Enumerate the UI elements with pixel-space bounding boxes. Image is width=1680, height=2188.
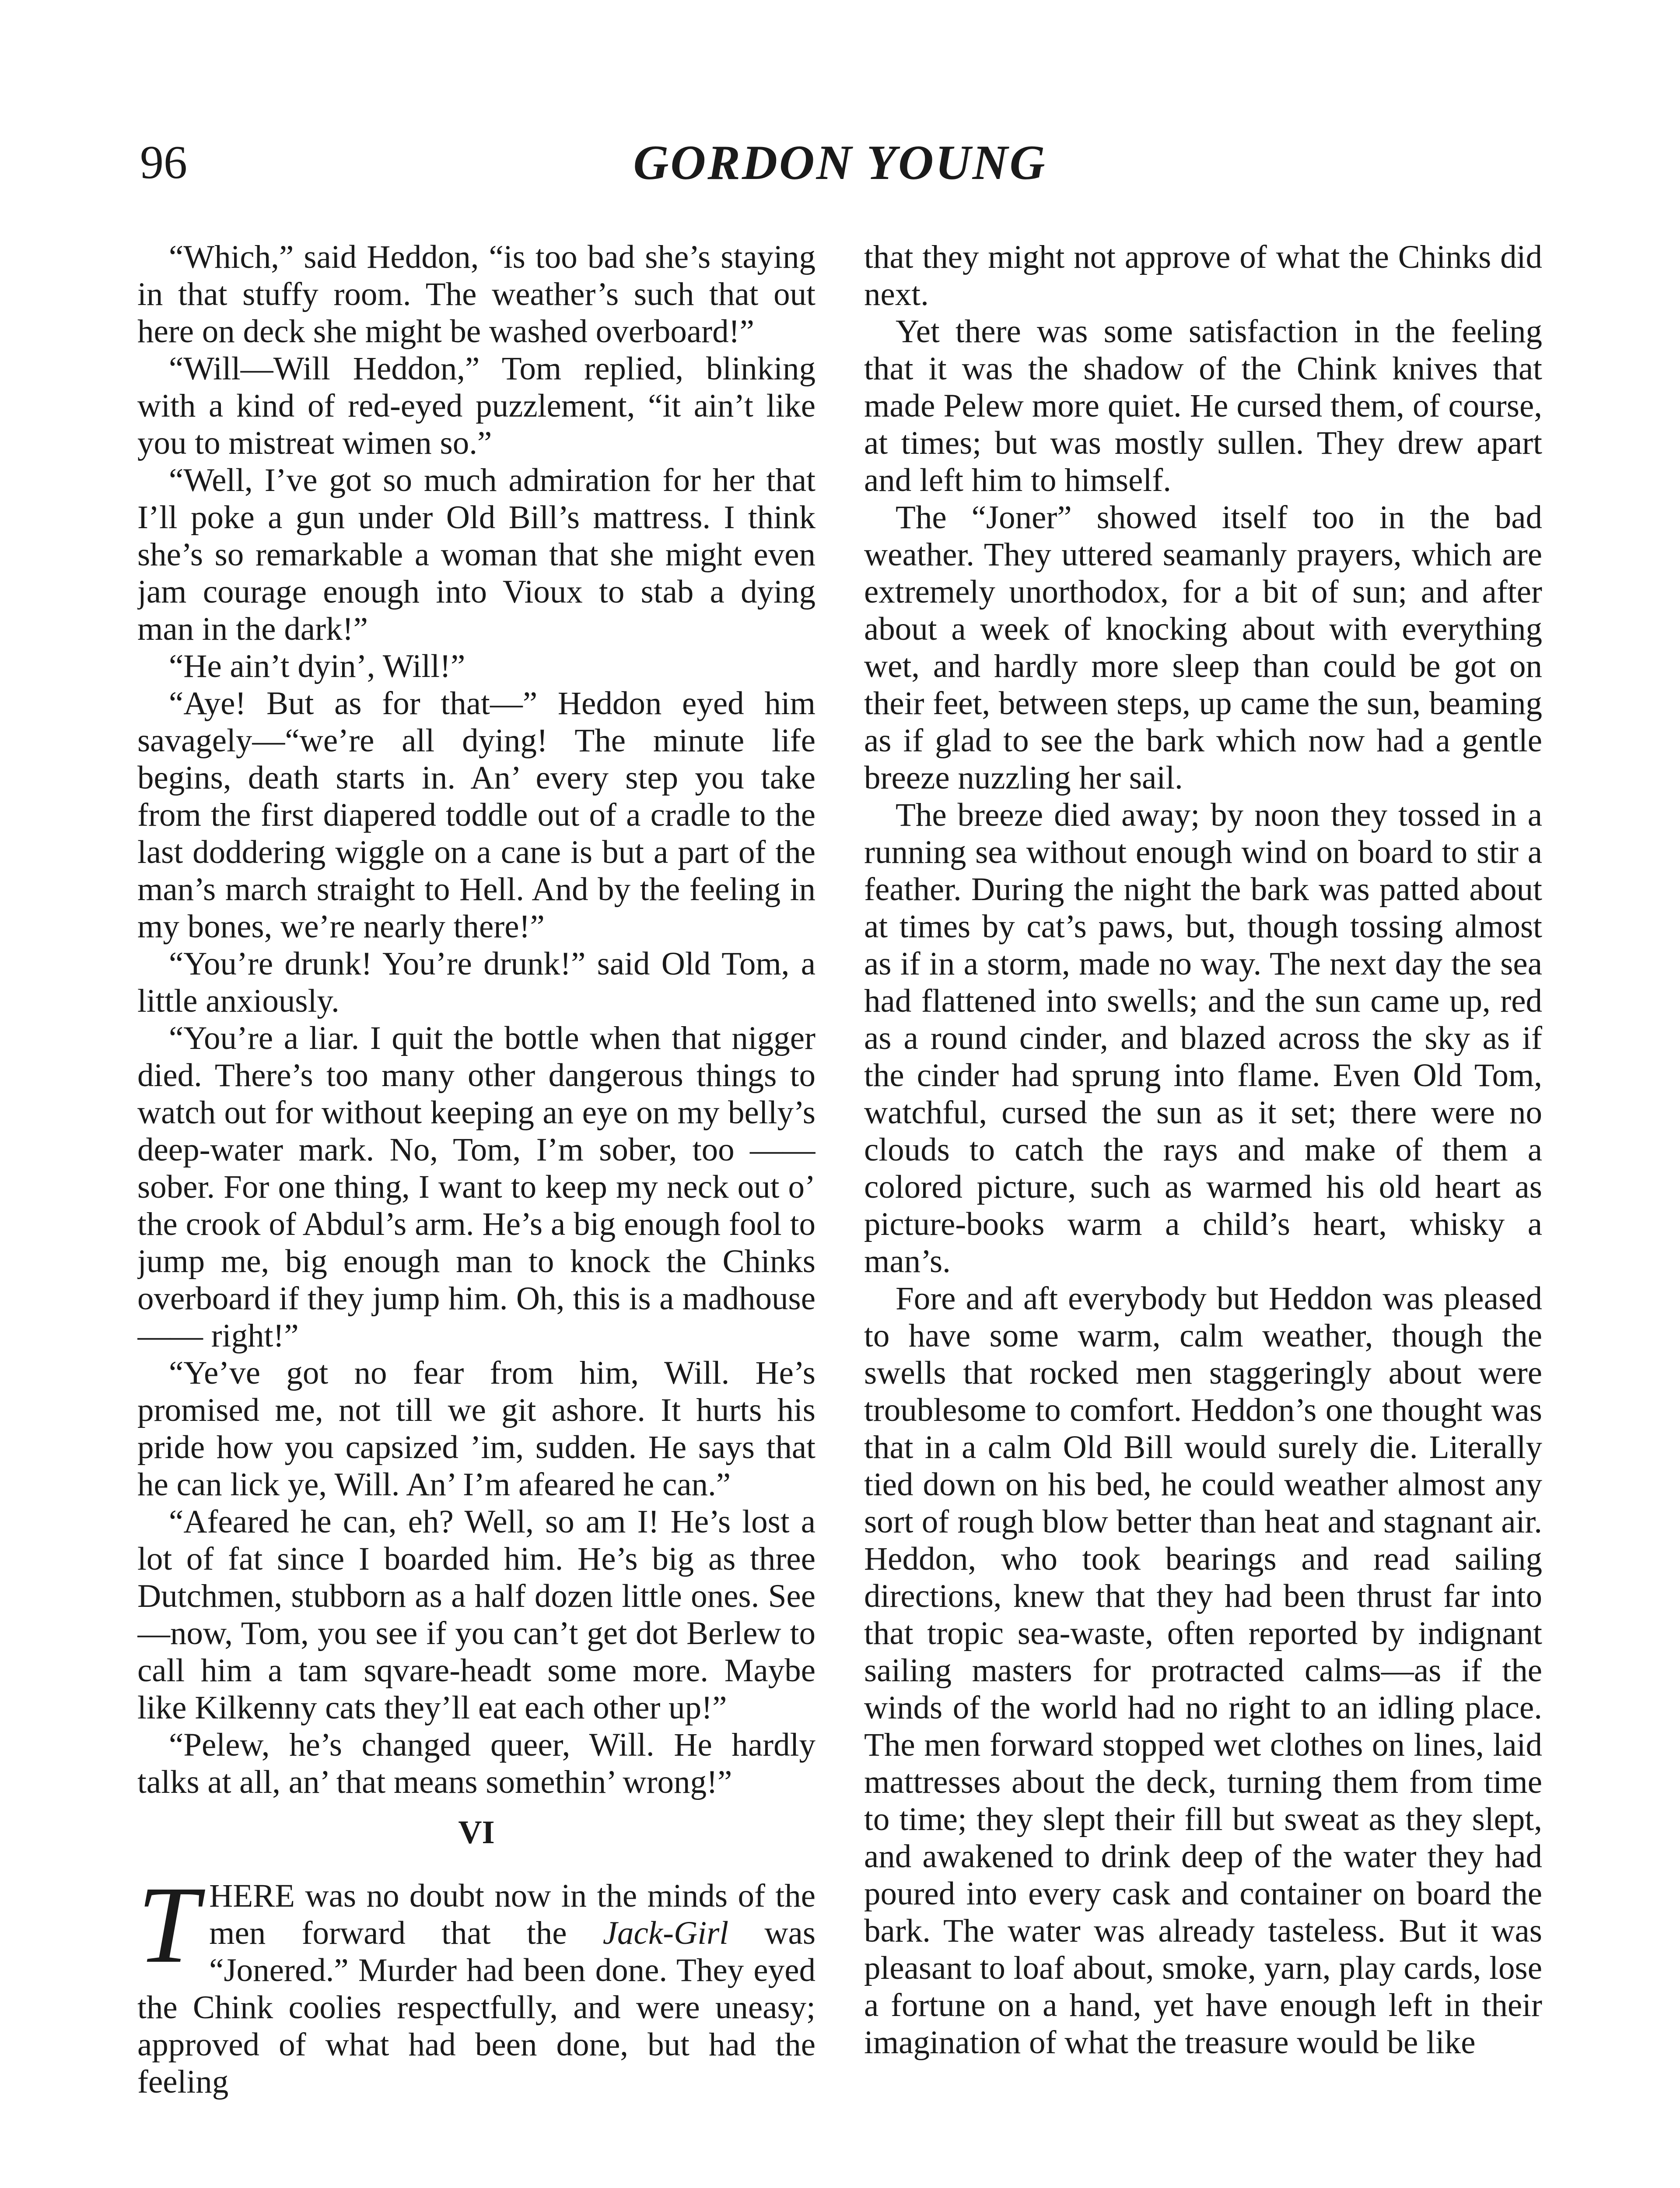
page-number: 96 (140, 137, 187, 189)
section-opening-paragraph (137, 1863, 816, 2100)
paragraph: “Afeared he can, eh? Well, so am I! He’s lost a lot of fat since I boarded him. He’s big as three Dutchmen, stubborn as a half dozen little ones. See—now, Tom, you see if you can’t get dot Berlew to call him a tam sqvare-headt some more. Maybe like Kilkenny cats they’ll eat each other up!” (137, 1504, 816, 1726)
paragraph: “Which,” said Heddon, “is too bad she’s staying in that stuffy room. The weather’s such that out here on deck she might be washed overboard!” (137, 239, 816, 350)
left-column (137, 238, 816, 2188)
running-head: GORDON YOUNG (633, 136, 1047, 190)
paragraph: “Well, I’ve got so much admiration for her that I’ll poke a gun under Old Bill’s mattress. I think she’s so remarkable a woman that she might even jam courage enough into Vioux to stab a dying man in the dark!” (137, 462, 816, 647)
section-heading: VI (458, 1814, 495, 1851)
section-opening-text: HERE was no doubt now in the minds of the men forward that the (209, 1878, 816, 1951)
section-opening-rest: was “Jonered.” Murder had been done. They eyed the Chink coolies respectfully, and were uneasy; approved of what had been done, but had the feeling (137, 1915, 816, 2100)
paragraph: “He ain’t dyin’, Will!” (169, 648, 466, 684)
paragraph: “You’re a liar. I quit the bottle when that nigger died. There’s too many other dangerous things to watch out for without keeping an eye on my belly’s deep-water mark. No, Tom, I’m sober, too —— sober. For one thing, I want to keep my neck out o’ the crook of Abdul’s arm. He’s a big enough fool to jump me, big enough man to knock the Chinks overboard if they jump him. Oh, this is a madhouse —— right!” (137, 1020, 816, 1354)
paragraph: “You’re drunk! You’re drunk!” said Old Tom, a little anxiously. (137, 946, 816, 1019)
paragraph: “Will—Will Heddon,” Tom replied, blinking with a kind of red-eyed puzzlement, “it ain’t like you to mistreat wimen so.” (137, 351, 816, 461)
ship-name: Jack-Girl (602, 1915, 729, 1951)
paragraph: “Aye! But as for that—” Heddon eyed him savagely—“we’re all dying! The minute life begins, death starts in. An’ every step you take from the first diapered toddle out of a cradle to the last doddering wiggle on a cane is but a part of the man’s march straight to Hell. And by the feeling in my bones, we’re nearly there!” (137, 685, 816, 945)
paragraph: Yet there was some satisfaction in the feeling that it was the shadow of the Chink knives that made Pelew more quiet. He cursed them, of course, at times; but was mostly sullen. They drew apart and left him to himself. (864, 313, 1542, 498)
paragraph: “Ye’ve got no fear from him, Will. He’s promised me, not till we git ashore. It hurts his pride how you capsized ’im, sudden. He says that he can lick ye, Will. An’ I’m afeared he can.” (137, 1355, 816, 1503)
paragraph: Fore and aft everybody but Heddon was pleased to have some warm, calm weather, though the swells that rocked men staggeringly about were troublesome to comfort. Heddon’s one thought was that in a calm Old Bill would surely die. Literally tied down on his bed, he could weather almost any sort of rough blow better than heat and stagnant air. Heddon, who took bearings and read sailing directions, knew that they had been thrust far into that tropic sea-waste, often reported by indignant sailing masters for protracted calms—as if the winds of the world had no right to an idling place. The men forward stopped wet clothes on lines, laid mattresses about the deck, turning them from time to time; they slept their fill but sweat as they slept, and awakened to drink deep of the water they had poured into every cask and container on board the bark. The water was already tasteless. But it was pleasant to loaf about, smoke, yarn, play cards, lose a fortune on a hand, yet have enough left in their imagination of what the treasure would be like (864, 1280, 1542, 2061)
paragraph: The “Joner” showed itself too in the bad weather. They uttered seamanly prayers, which are extremely unorthodox, for a bit of sun; and after about a week of knocking about with everything wet, and hardly more sleep than could be got on their feet, between steps, up came the sun, beaming as if glad to see the bark which now had a gentle breeze nuzzling her sail. (864, 499, 1542, 796)
paragraph-continuation: that they might not approve of what the Chinks did next. (864, 239, 1542, 312)
paragraph: The breeze died away; by noon they tossed in a running sea without enough wind on board to stir a feather. During the night the bark was patted about at times by cat’s paws, but, though tossing almost as if in a storm, made no way. The next day the sea had flattened into swells; and the sun came up, red as a round cinder, and blazed across the sky as if the cinder had sprung into flame. Even Old Tom, watchful, cursed the sun as it set; there were no clouds to catch the rays and make of them a colored picture, such as warmed his old heart as picture-books warm a child’s heart, whisky a man’s. (864, 797, 1542, 1280)
drop-cap: T (137, 1863, 199, 1986)
paragraph: “Pelew, he’s changed queer, Will. He hardly talks at all, an’ that means somethin’ wrong!” (137, 1727, 816, 1800)
right-column (864, 238, 1542, 2188)
